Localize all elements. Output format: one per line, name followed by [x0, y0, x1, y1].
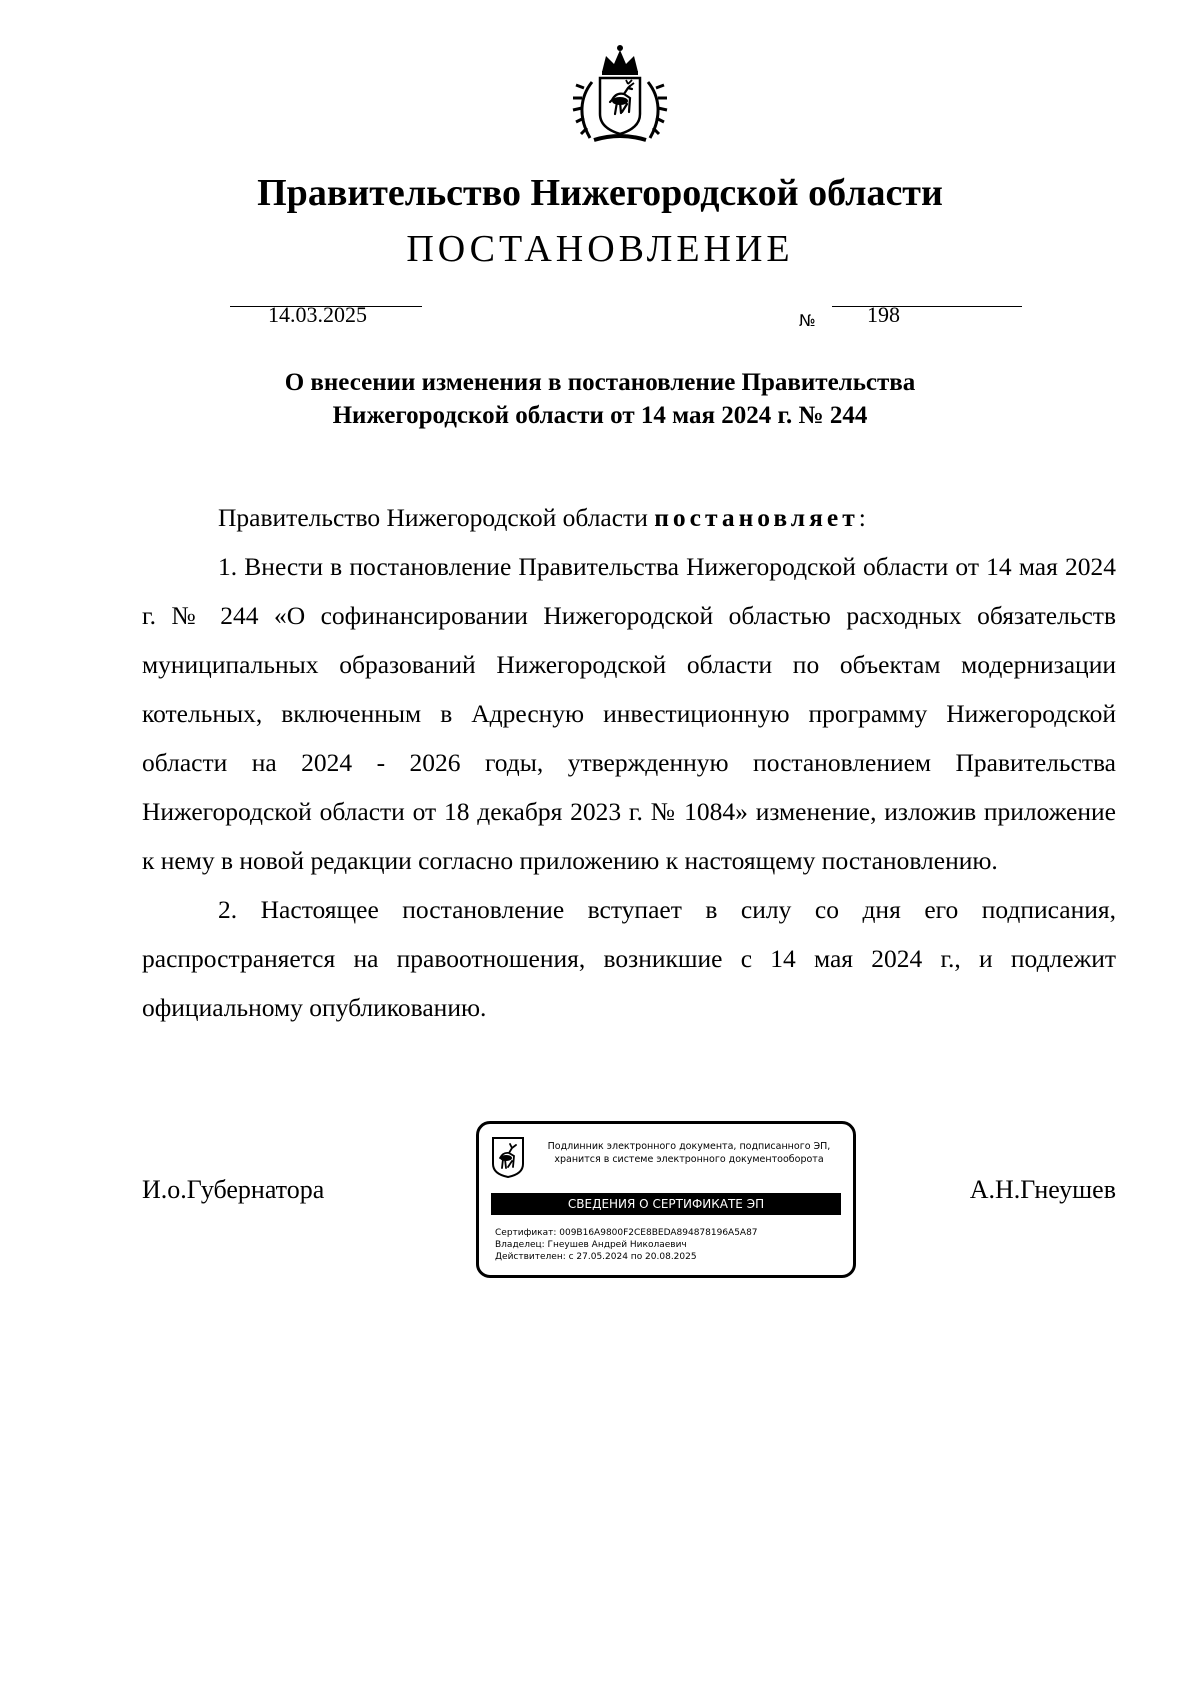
subject-line-1: О внесении изменения в постановление Правительства [284, 369, 916, 396]
certificate-id: Сертификат: 009B16A9800F2CE8BEDA894878196A5A87 [495, 1228, 758, 1238]
document-type: ПОСТАНОВЛЕНИЕ [406, 228, 794, 270]
preamble-verb: постановляет [654, 503, 859, 532]
number-underline [832, 306, 1022, 307]
subject-line-2: Нижегородской области от 14 мая 2024 г. № 244 [332, 402, 868, 429]
stamp-header [529, 1140, 849, 1166]
paragraph-item-1: 1. Внести в постановление Правительства Нижегородской области от 14 мая 2024 г. № 244 «О софинансировании Нижегородской областью расходных обязательств муниципальных образований Нижегородской области по объектам модернизации котельных, включенным в Адресную инвестиционную программу Нижегородской области на 2024 - 2026 годы, утвержденную постановлением Правительства Нижегородской области от 18 декабря 2023 г. № 1084» изменение, изложив приложение к нему в новой редакции согласно приложению к настоящему постановлению. [142, 552, 1116, 875]
coat-of-arms-emblem [572, 42, 668, 148]
electronic-signature-stamp [476, 1121, 856, 1278]
stamp-header-line-1: Подлинник электронного документа, подписанного ЭП, [547, 1141, 831, 1152]
government-title: Правительство Нижегородской области [257, 172, 943, 214]
document-date: 14.03.2025 [268, 302, 367, 327]
paragraph-item-2: 2. Настоящее постановление вступает в силу со дня его подписания, распространяется на правоотношения, возникшие с 14 мая 2024 г., и подлежит официальному опубликованию. [142, 895, 1116, 1022]
preamble-subject: Правительство Нижегородской области [218, 503, 648, 532]
region-shield-icon [491, 1136, 525, 1178]
preamble-colon: : [858, 503, 866, 532]
number-sign: № [799, 311, 816, 330]
document-subject [0, 366, 1200, 432]
preamble [142, 493, 1116, 542]
signatory-position: И.о.Губернатора [142, 1175, 325, 1204]
certificate-info-bar: СВЕДЕНИЯ О СЕРТИФИКАТЕ ЭП [491, 1193, 841, 1215]
certificate-details [495, 1227, 758, 1263]
document-body [142, 493, 1116, 1032]
document-number: 198 [867, 302, 900, 327]
certificate-validity: Действителен: с 27.05.2024 по 20.08.2025 [495, 1252, 697, 1262]
certificate-owner: Владелец: Гнеушев Андрей Николаевич [495, 1240, 687, 1250]
signatory-name: А.Н.Гнеушев [969, 1175, 1116, 1204]
stamp-header-line-2: хранится в системе электронного документооборота [554, 1154, 824, 1165]
